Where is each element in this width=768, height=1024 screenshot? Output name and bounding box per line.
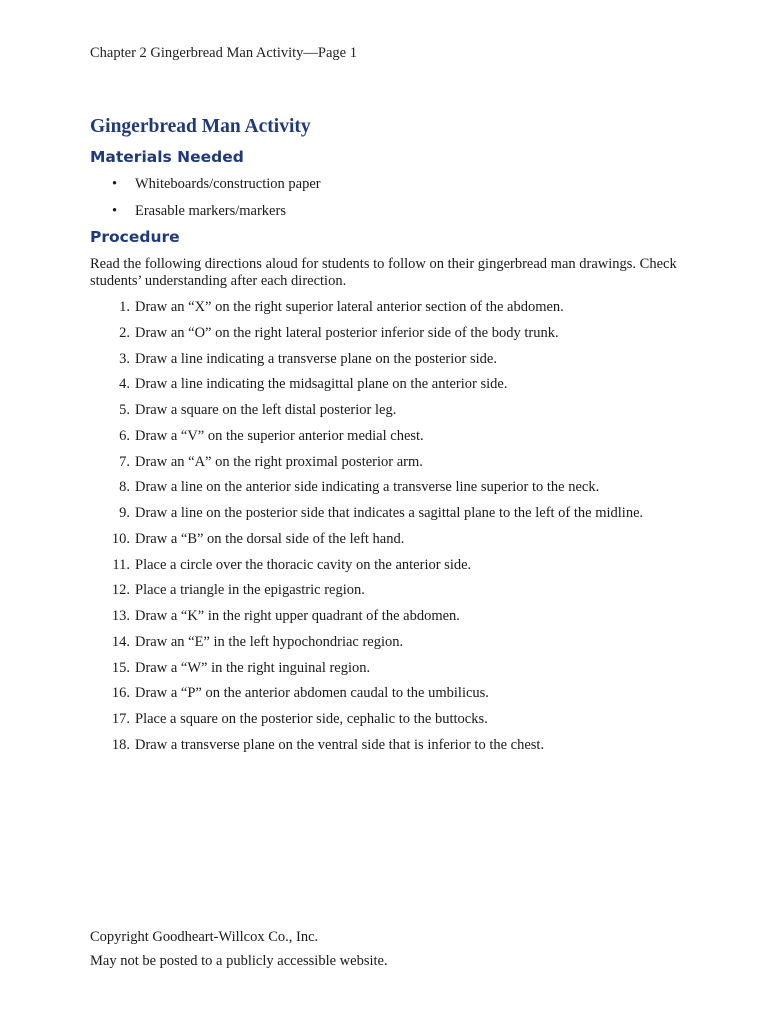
step-text: Draw a “P” on the anterior abdomen caudal to the umbilicus. (135, 685, 489, 702)
step-text: Draw an “A” on the right proximal posterior arm. (135, 453, 423, 470)
materials-item-text: Erasable markers/markers (135, 203, 286, 219)
bullet-icon: • (112, 176, 118, 192)
step-number: 13. (111, 608, 130, 624)
step-text: Draw an “X” on the right superior lateral anterior section of the abdomen. (135, 299, 564, 315)
step-text: Place a square on the posterior side, cephalic to the buttocks. (135, 711, 488, 727)
step-number: 12. (111, 582, 130, 599)
step-number: 15. (111, 659, 130, 676)
materials-item-text: Whiteboards/construction paper (135, 176, 321, 192)
step-text: Draw an “O” on the right lateral posterior inferior side of the body trunk. (135, 324, 559, 341)
step-text: Draw an “E” in the left hypochondriac region. (135, 633, 404, 650)
step-number: 3. (119, 350, 130, 367)
step-text: Draw a line on the anterior side indicating a transverse line superior to the neck. (135, 479, 600, 496)
step-text: Draw a square on the left distal posterior leg. (135, 402, 397, 418)
step-number: 11. (112, 556, 130, 573)
step-text: Draw a line indicating the midsagittal plane on the anterior side. (135, 376, 508, 393)
step-text: Draw a transverse plane on the ventral side that is inferior to the chest. (135, 736, 545, 753)
step-text: Place a triangle in the epigastric region. (135, 582, 365, 599)
step-number: 1. (119, 299, 130, 315)
procedure-intro: Read the following directions aloud for students to follow on their gingerbread man drawings. Check students’ understanding after each direction. (90, 256, 677, 289)
step-number: 9. (119, 505, 130, 521)
posting-notice: May not be posted to a publicly accessible website. (90, 953, 388, 969)
step-number: 17. (111, 711, 130, 727)
step-number: 4. (119, 376, 130, 393)
page-title: Gingerbread Man Activity (90, 116, 311, 137)
step-number: 16. (111, 685, 130, 702)
step-number: 7. (119, 453, 130, 470)
step-text: Draw a line indicating a transverse plane on the posterior side. (135, 350, 497, 367)
step-number: 2. (119, 324, 130, 341)
step-text: Draw a line on the posterior side that indicates a sagittal plane to the left of the midline. (135, 505, 644, 521)
step-text: Draw a “K” in the right upper quadrant of the abdomen. (135, 608, 460, 624)
step-number: 5. (119, 402, 130, 418)
step-number: 10. (111, 530, 130, 547)
step-number: 14. (111, 633, 130, 650)
materials-heading: Materials Needed (90, 148, 244, 166)
bullet-icon: • (112, 203, 118, 219)
step-number: 8. (119, 479, 130, 496)
step-text: Place a circle over the thoracic cavity on the anterior side. (135, 556, 472, 573)
step-text: Draw a “V” on the superior anterior medial chest. (135, 427, 424, 444)
step-number: 6. (119, 427, 130, 444)
copyright-notice: Copyright Goodheart-Willcox Co., Inc. (90, 929, 319, 945)
step-text: Draw a “B” on the dorsal side of the left hand. (135, 530, 405, 547)
step-text: Draw a “W” in the right inguinal region. (135, 659, 371, 676)
step-number: 18. (111, 736, 130, 753)
procedure-heading: Procedure (90, 228, 180, 246)
running-header: Chapter 2 Gingerbread Man Activity—Page 1 (90, 45, 357, 61)
